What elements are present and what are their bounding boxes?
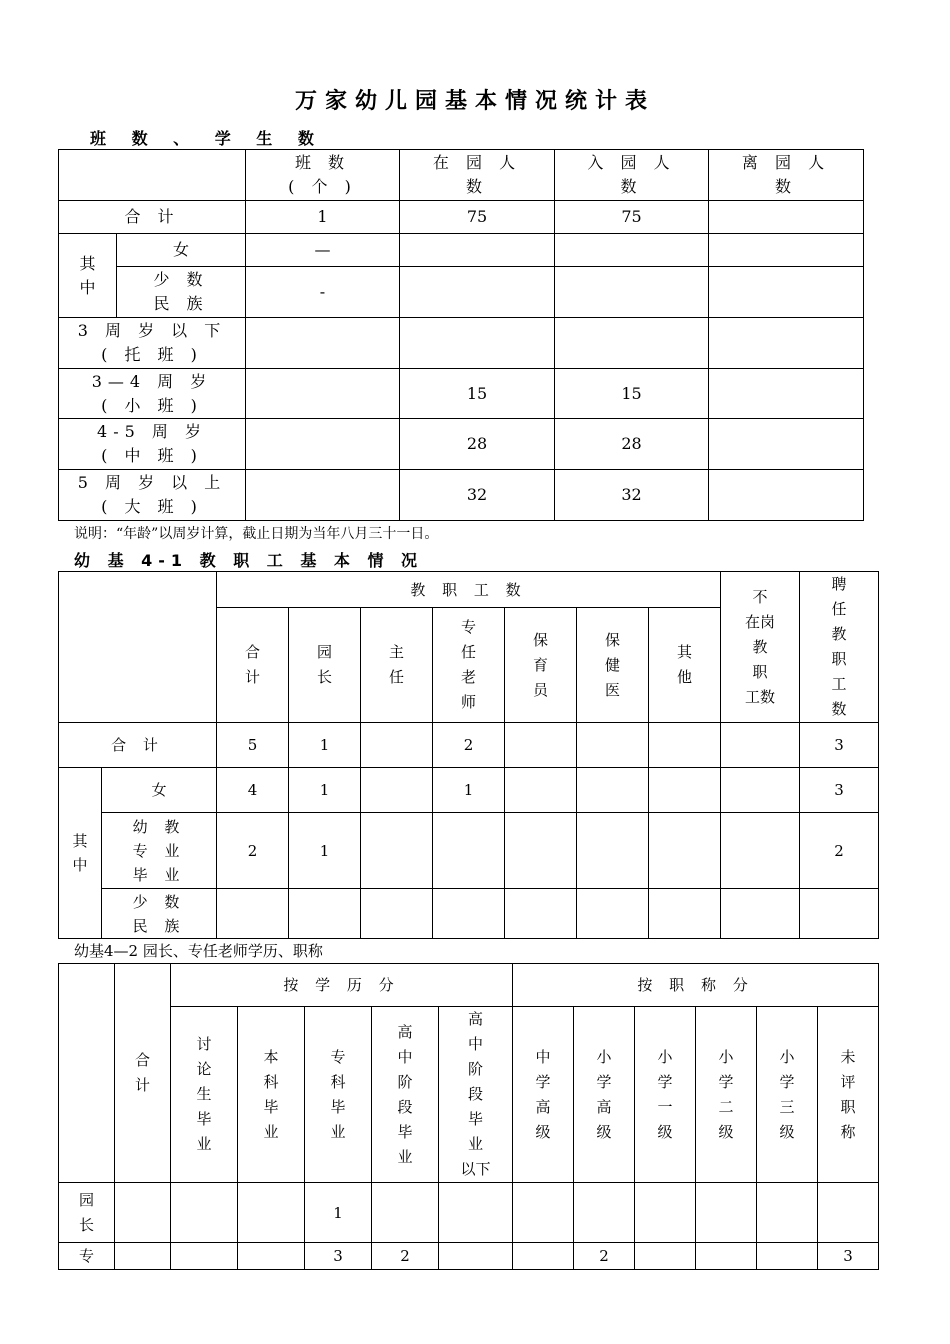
header-caregiver: 保 育 员 bbox=[505, 608, 577, 723]
cell: 3 bbox=[305, 1243, 372, 1270]
row-label: 4-5 周 岁 ( 中 班 ) bbox=[59, 419, 246, 470]
staff-table bbox=[58, 571, 879, 939]
cell bbox=[171, 1243, 238, 1270]
cell bbox=[818, 1183, 879, 1243]
qualification-col-header: 讨 论 生 毕 业 bbox=[171, 1007, 238, 1183]
table-row bbox=[59, 470, 864, 521]
table-row bbox=[59, 234, 864, 267]
cell bbox=[238, 1243, 305, 1270]
cell bbox=[574, 1183, 635, 1243]
header-left: 离 园 人 数 bbox=[709, 150, 864, 201]
qualification-col-header: 本 科 毕 业 bbox=[238, 1007, 305, 1183]
cell: 32 bbox=[400, 470, 555, 521]
cell: 5 bbox=[217, 723, 289, 768]
cell bbox=[246, 470, 400, 521]
cell bbox=[361, 813, 433, 889]
table-row bbox=[59, 813, 879, 889]
cell: 4 bbox=[217, 768, 289, 813]
corner-cell bbox=[59, 964, 115, 1183]
header-other: 其 他 bbox=[649, 608, 721, 723]
cell bbox=[709, 318, 864, 369]
qualification-col-header: 高 中 阶 段 毕 业 bbox=[372, 1007, 439, 1183]
table-row bbox=[59, 723, 879, 768]
cell bbox=[505, 813, 577, 889]
cell: 15 bbox=[400, 369, 555, 419]
cell bbox=[433, 813, 505, 889]
row-label: 5 周 岁 以 上 ( 大 班 ) bbox=[59, 470, 246, 521]
row-label: 少 数 民 族 bbox=[102, 889, 217, 939]
corner-cell bbox=[59, 572, 217, 723]
staff-group-header: 教 职 工 数 bbox=[217, 572, 721, 608]
header-principal: 园 长 bbox=[289, 608, 361, 723]
cell bbox=[635, 1183, 696, 1243]
cell bbox=[649, 768, 721, 813]
header-not-on-post: 不 在岗 教 职 工数 bbox=[721, 572, 800, 723]
table-row bbox=[59, 267, 864, 318]
row-label: 3—4 周 岁 ( 小 班 ) bbox=[59, 369, 246, 419]
cell bbox=[400, 318, 555, 369]
cell: 2 bbox=[372, 1243, 439, 1270]
row-label: 女 bbox=[117, 234, 246, 267]
header-in-school: 在 园 人 数 bbox=[400, 150, 555, 201]
cell bbox=[171, 1183, 238, 1243]
cell bbox=[757, 1243, 818, 1270]
cell bbox=[361, 889, 433, 939]
cell bbox=[513, 1183, 574, 1243]
cell bbox=[709, 267, 864, 318]
qualification-col-header: 小 学 三 级 bbox=[757, 1007, 818, 1183]
qualification-col-header: 中 学 高 级 bbox=[513, 1007, 574, 1183]
section3-heading: 幼基4—2 园长、专任老师学历、职称 bbox=[74, 942, 323, 960]
cell bbox=[721, 813, 800, 889]
cell bbox=[696, 1183, 757, 1243]
cell bbox=[709, 369, 864, 419]
qualification-col-header: 小 学 高 级 bbox=[574, 1007, 635, 1183]
cell bbox=[721, 889, 800, 939]
cell bbox=[721, 723, 800, 768]
table-row bbox=[59, 201, 864, 234]
cell bbox=[709, 234, 864, 267]
qizhong-label: 其 中 bbox=[59, 768, 102, 939]
cell bbox=[555, 267, 709, 318]
cell bbox=[577, 813, 649, 889]
age-note: 说明：“年龄”以周岁计算，截止日期为当年八月三十一日。 bbox=[74, 526, 439, 542]
qualification-col-header: 小 学 一 级 bbox=[635, 1007, 696, 1183]
cell bbox=[361, 768, 433, 813]
title-group-header: 按 职 称 分 bbox=[513, 964, 879, 1007]
cell: 1 bbox=[433, 768, 505, 813]
cell: 15 bbox=[555, 369, 709, 419]
cell bbox=[217, 889, 289, 939]
qualification-col-header: 小 学 二 级 bbox=[696, 1007, 757, 1183]
header-doctor: 保 健 医 bbox=[577, 608, 649, 723]
cell bbox=[433, 889, 505, 939]
cell bbox=[115, 1183, 171, 1243]
cell bbox=[757, 1183, 818, 1243]
section2-heading: 幼 基 4-1 教 职 工 基 本 情 况 bbox=[74, 551, 424, 570]
cell: 1 bbox=[289, 768, 361, 813]
cell bbox=[696, 1243, 757, 1270]
cell bbox=[439, 1243, 513, 1270]
row-label: 合 计 bbox=[59, 723, 217, 768]
class-student-table bbox=[58, 149, 864, 521]
cell bbox=[400, 267, 555, 318]
row-label: 女 bbox=[102, 768, 217, 813]
cell bbox=[577, 768, 649, 813]
qizhong-label: 其 中 bbox=[59, 234, 117, 318]
cell bbox=[513, 1243, 574, 1270]
row-label: 合 计 bbox=[59, 201, 246, 234]
cell: - bbox=[246, 267, 400, 318]
cell bbox=[115, 1243, 171, 1270]
cell bbox=[439, 1183, 513, 1243]
edu-group-header: 按 学 历 分 bbox=[171, 964, 513, 1007]
cell bbox=[505, 723, 577, 768]
cell bbox=[800, 889, 879, 939]
cell: — bbox=[246, 234, 400, 267]
cell bbox=[246, 369, 400, 419]
cell bbox=[238, 1183, 305, 1243]
cell bbox=[709, 470, 864, 521]
cell bbox=[577, 889, 649, 939]
corner-cell bbox=[59, 150, 246, 201]
cell bbox=[246, 318, 400, 369]
row-label: 少 数 民 族 bbox=[117, 267, 246, 318]
cell bbox=[709, 201, 864, 234]
qualification-col-header: 专 科 毕 业 bbox=[305, 1007, 372, 1183]
cell: 28 bbox=[400, 419, 555, 470]
qualification-col-header: 未 评 职 称 bbox=[818, 1007, 879, 1183]
header-total: 合 计 bbox=[217, 608, 289, 723]
header-teacher: 专 任 老 师 bbox=[433, 608, 505, 723]
cell bbox=[577, 723, 649, 768]
table-row bbox=[59, 419, 864, 470]
cell: 1 bbox=[305, 1183, 372, 1243]
header-hired-staff: 聘 任 教 职 工 数 bbox=[800, 572, 879, 723]
row-label: 幼 教 专 业 毕 业 bbox=[102, 813, 217, 889]
cell: 75 bbox=[400, 201, 555, 234]
table-row bbox=[59, 1183, 879, 1243]
cell: 32 bbox=[555, 470, 709, 521]
cell bbox=[649, 723, 721, 768]
cell: 3 bbox=[818, 1243, 879, 1270]
cell: 28 bbox=[555, 419, 709, 470]
table-row bbox=[59, 369, 864, 419]
cell: 1 bbox=[246, 201, 400, 234]
cell bbox=[400, 234, 555, 267]
cell: 2 bbox=[800, 813, 879, 889]
cell bbox=[649, 813, 721, 889]
qualification-col-header: 高 中 阶 段 毕 业 以下 bbox=[439, 1007, 513, 1183]
header-enrolled: 入 园 人 数 bbox=[555, 150, 709, 201]
cell bbox=[505, 889, 577, 939]
table-row bbox=[59, 768, 879, 813]
row-label: 园 长 bbox=[59, 1183, 115, 1243]
cell bbox=[635, 1243, 696, 1270]
qualification-table bbox=[58, 963, 879, 1270]
cell: 75 bbox=[555, 201, 709, 234]
cell: 2 bbox=[574, 1243, 635, 1270]
cell bbox=[246, 419, 400, 470]
cell bbox=[289, 889, 361, 939]
cell: 1 bbox=[289, 723, 361, 768]
header-total: 合 计 bbox=[115, 964, 171, 1183]
cell bbox=[372, 1183, 439, 1243]
cell bbox=[505, 768, 577, 813]
section1-heading: 班 数 、 学 生 数 bbox=[90, 129, 324, 148]
page-title: 万家幼儿园基本情况统计表 bbox=[294, 89, 655, 114]
row-label: 3 周 岁 以 下 ( 托 班 ) bbox=[59, 318, 246, 369]
cell: 2 bbox=[217, 813, 289, 889]
cell bbox=[709, 419, 864, 470]
cell bbox=[361, 723, 433, 768]
cell bbox=[555, 318, 709, 369]
cell bbox=[721, 768, 800, 813]
cell bbox=[555, 234, 709, 267]
header-classes: 班 数 ( 个 ) bbox=[246, 150, 400, 201]
cell: 2 bbox=[433, 723, 505, 768]
header-director: 主 任 bbox=[361, 608, 433, 723]
cell: 3 bbox=[800, 768, 879, 813]
table-row bbox=[59, 318, 864, 369]
table-row bbox=[59, 889, 879, 939]
cell: 1 bbox=[289, 813, 361, 889]
cell bbox=[649, 889, 721, 939]
table-row bbox=[59, 1243, 879, 1270]
cell: 3 bbox=[800, 723, 879, 768]
row-label: 专 bbox=[59, 1243, 115, 1270]
